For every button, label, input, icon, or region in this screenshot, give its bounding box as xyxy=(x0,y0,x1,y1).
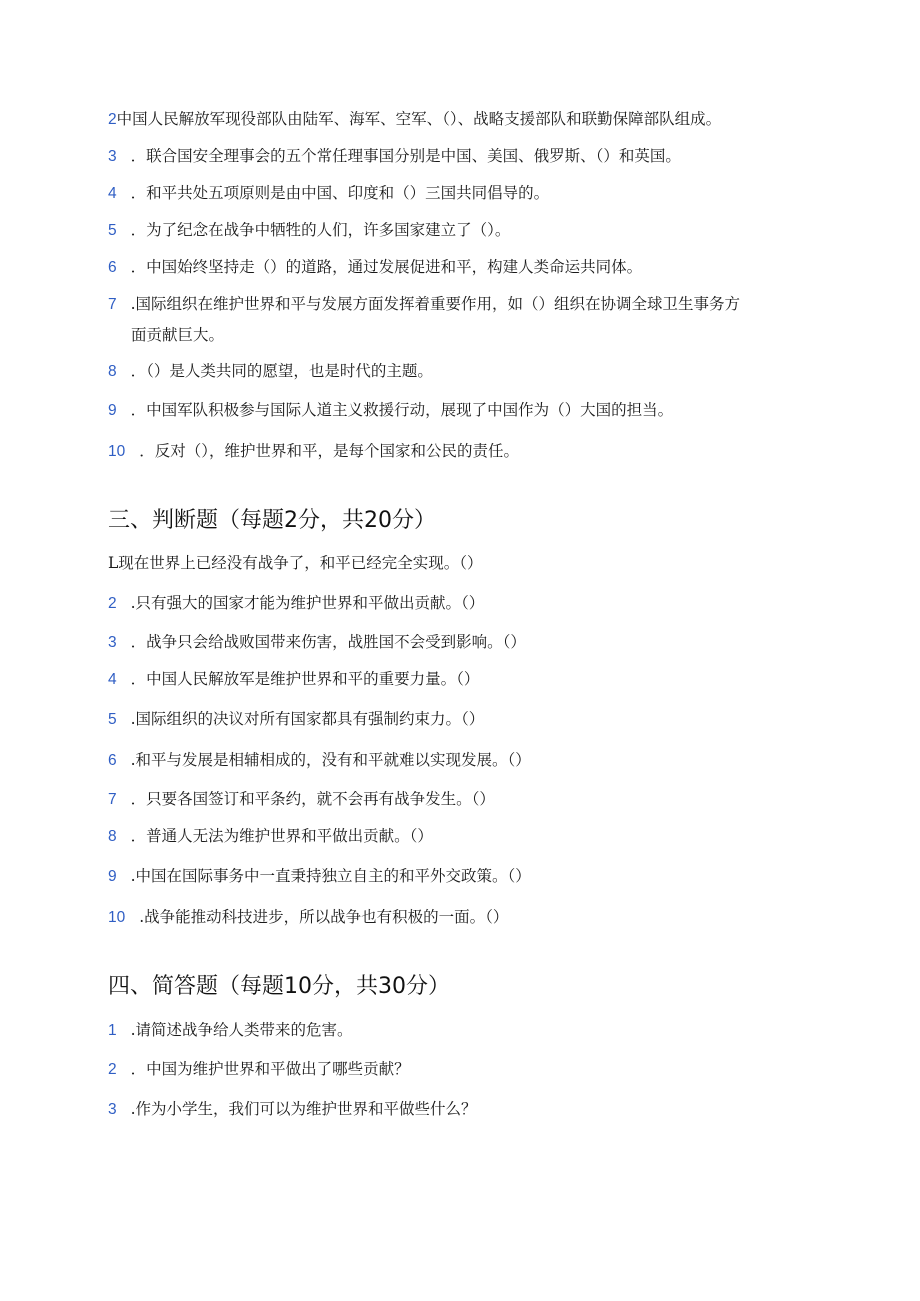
true-false-item-3 xyxy=(108,627,808,658)
item-number: 8 xyxy=(108,363,117,380)
true-false-item-4 xyxy=(108,664,808,695)
true-false-item-9 xyxy=(108,861,808,892)
fill-blank-item-8 xyxy=(108,356,808,387)
item-number: 2 xyxy=(108,111,117,128)
fill-blank-item-2 xyxy=(108,104,808,135)
item-number: 9 xyxy=(108,868,117,885)
item-text: .战争能推动科技进步，所以战争也有积极的一面。（） xyxy=(139,908,509,926)
item-number: 7 xyxy=(108,296,117,313)
fill-blank-item-6 xyxy=(108,252,808,283)
fill-blank-item-3 xyxy=(108,141,808,172)
fill-blank-item-9 xyxy=(108,395,808,426)
item-text: ．反对（），维护世界和平，是每个国家和公民的责任。 xyxy=(139,442,520,460)
item-text: .中国在国际事务中一直秉持独立自主的和平外交政策。（） xyxy=(130,867,531,885)
item-text: ．普通人无法为维护世界和平做出贡献。（） xyxy=(130,827,433,845)
item-text: ．中国人民解放军是维护世界和平的重要力量。（） xyxy=(130,670,480,688)
item-text: ．（）是人类共同的愿望，也是时代的主题。 xyxy=(130,362,433,380)
item-number: 5 xyxy=(108,711,117,728)
item-number: 4 xyxy=(108,185,117,202)
item-text: ．中国为维护世界和平做出了哪些贡献？ xyxy=(130,1060,410,1078)
item-number: 1 xyxy=(108,1022,117,1039)
true-false-item-8 xyxy=(108,821,808,852)
true-false-item-2 xyxy=(108,588,808,619)
section-heading-true-false: 三、判断题（每题2分，共20分） xyxy=(108,508,436,533)
item-number: 3 xyxy=(108,1101,117,1118)
fill-blank-item-5 xyxy=(108,215,808,246)
item-text: ．为了纪念在战争中牺牲的人们，许多国家建立了（）。 xyxy=(130,221,511,239)
item-number: 2 xyxy=(108,1061,117,1078)
item-number: 9 xyxy=(108,402,117,419)
item-number: 6 xyxy=(108,752,117,769)
item-text: .请简述战争给人类带来的危害。 xyxy=(130,1021,353,1039)
item-text: .作为小学生，我们可以为维护世界和平做些什么？ xyxy=(130,1100,477,1118)
true-false-item-5 xyxy=(108,704,808,735)
fill-blank-item-7 xyxy=(108,289,808,350)
item-number: 3 xyxy=(108,634,117,651)
short-answer-item-3 xyxy=(108,1094,808,1125)
item-text: ．联合国安全理事会的五个常任理事国分别是中国、美国、俄罗斯、（）和英国。 xyxy=(130,147,681,165)
item-text-continued: 面贡献巨大。 xyxy=(131,326,225,344)
item-text: ．只要各国签订和平条约，就不会再有战争发生。（） xyxy=(130,790,495,808)
item-text: .只有强大的国家才能为维护世界和平做出贡献。（） xyxy=(130,594,485,612)
item-number: 4 xyxy=(108,671,117,688)
item-text: 中国人民解放军现役部队由陆军、海军、空军、（）、战略支援部队和联勤保障部队组成。 xyxy=(116,110,722,128)
short-answer-item-2 xyxy=(108,1054,808,1085)
true-false-item-10 xyxy=(108,902,808,933)
item-text: L现在世界上已经没有战争了，和平已经完全实现。（） xyxy=(108,554,483,572)
item-number: 6 xyxy=(108,259,117,276)
item-number: 5 xyxy=(108,222,117,239)
item-text: .和平与发展是相辅相成的，没有和平就难以实现发展。（） xyxy=(130,751,531,769)
item-text: ．中国军队积极参与国际人道主义救援行动，展现了中国作为（）大国的担当。 xyxy=(130,401,674,419)
item-number: 2 xyxy=(108,595,117,612)
item-text: ．战争只会给战败国带来伤害，战胜国不会受到影响。（） xyxy=(130,633,526,651)
item-number: 10 xyxy=(108,909,126,926)
true-false-item-6 xyxy=(108,745,808,776)
section-heading-short-answer: 四、简答题（每题10分，共30分） xyxy=(108,974,450,999)
item-number: 8 xyxy=(108,828,117,845)
item-text: .国际组织在维护世界和平与发展方面发挥着重要作用，如（）组织在协调全球卫生事务方 xyxy=(130,295,741,313)
short-answer-item-1 xyxy=(108,1015,808,1046)
item-number: 7 xyxy=(108,791,117,808)
item-number: 3 xyxy=(108,148,117,165)
item-number: 10 xyxy=(108,443,126,460)
true-false-item-1 xyxy=(108,548,808,579)
fill-blank-item-4 xyxy=(108,178,808,209)
true-false-item-7 xyxy=(108,784,808,815)
fill-blank-item-10 xyxy=(108,436,808,467)
item-text: ．和平共处五项原则是由中国、印度和（）三国共同倡导的。 xyxy=(130,184,550,202)
item-text: .国际组织的决议对所有国家都具有强制约束力。（） xyxy=(130,710,485,728)
item-text: ．中国始终坚持走（）的道路，通过发展促进和平，构建人类命运共同体。 xyxy=(130,258,643,276)
